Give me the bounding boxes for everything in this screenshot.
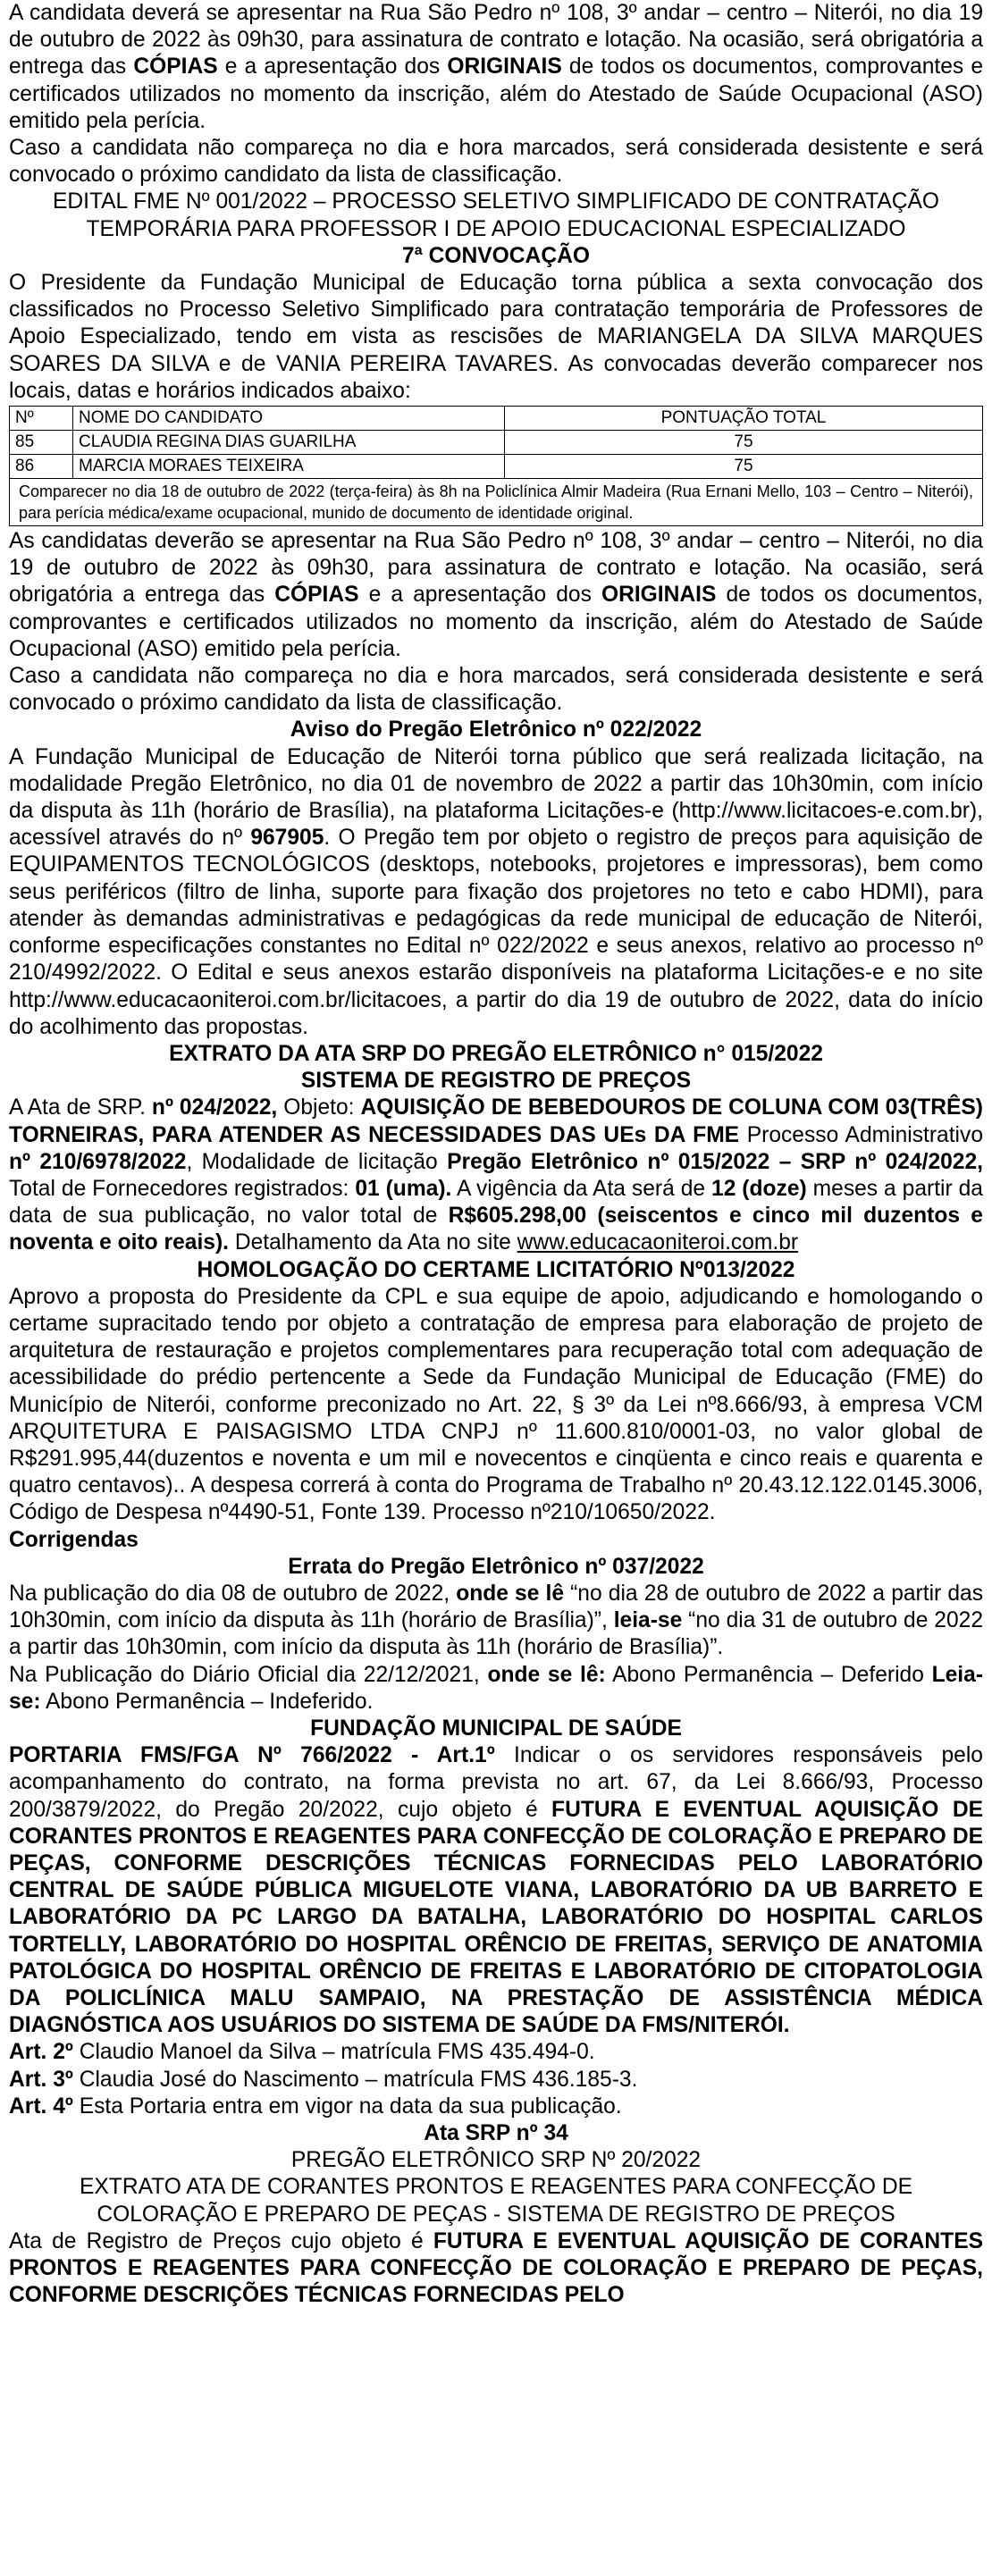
fms-art3	[9, 2067, 983, 2094]
fms-art2	[9, 2039, 983, 2066]
aviso-text: A Fundação Municipal de Educação de Niterói torna público que será realizada licitação, na modalidade Pregão Eletrônico, no dia 01 de novembro de 2022 a partir das 10h30min, com início da disputa às 11h (horário de Brasília), na plataforma Licitações-e (http://www.licitacoes-e.com.br), acessível através do nº	[9, 744, 983, 851]
extrato-suppliers: 01 (uma).	[355, 1176, 452, 1201]
cell-name: CLAUDIA REGINA DIAS GUARILHA	[73, 431, 505, 455]
corrigendas-heading: Corrigendas	[9, 1527, 139, 1552]
extrato-subtitle: SISTEMA DE REGISTRO DE PREÇOS	[300, 1069, 692, 1094]
table-header-row	[10, 407, 983, 431]
cell-score: 75	[505, 455, 983, 479]
edital-text: As candidatas deverão se apresentar na Rua São Pedro nº 108, 3º andar – centro – Niterói, no dia 19 de outubro de 2022 às 09h30, para assinatura de contrato e lotação. Na ocasião, será obrigatória a entrega das	[9, 529, 983, 608]
errata-text: Abono Permanência – Indeferido.	[40, 1689, 374, 1714]
fms-text: Indicar o os servidores responsáveis pelo acompanhamento do contrato, na forma prevista no art. 67, da Lei 8.666/93, Processo 200/3879/2022, do Pregão 20/2022, cujo objeto é	[9, 1743, 983, 1822]
ata34-line2: EXTRATO ATA DE CORANTES PRONTOS E REAGENTES PARA CONFECÇÃO DE COLORAÇÃO E PREPARO DE PEÇAS - SISTEMA DE REGISTRO DE PREÇOS	[79, 2175, 912, 2227]
fms-art4	[9, 2094, 983, 2120]
table-note: Comparecer no dia 18 de outubro de 2022 (terça-feira) às 8h na Policlínica Almir Madeira (Rua Ernani Mello, 103 – Centro – Niterói), para perícia médica/exame ocupacional, munido de documento de identidade original.	[10, 479, 983, 526]
extrato-ata-number: nº 024/2022,	[151, 1095, 278, 1120]
table-row	[10, 455, 983, 479]
intro-text: A candidata deverá se apresentar na Rua São Pedro nº 108, 3º andar – centro – Niterói, no dia 19 de outubro de 2022 às 09h30, para assinatura de contrato e lotação. Na ocasião, será obrigatória a entrega das	[9, 1, 983, 80]
errata-onde: onde se lê	[456, 1581, 565, 1606]
aviso-body	[9, 744, 983, 1041]
aviso-text-end: . O Pregão tem por objeto o registro de preços para aquisição de EQUIPAMENTOS TECNOLÓGICOS (desktops, notebooks, projetores e impressoras), bem como seus periféricos (filtro de linha, suporte para fixação dos projetores no teto e cabo HDMI), para atender às demandas administrativas e pedagógicas da rede municipal de educação de Niterói, conforme especificações constantes no Edital nº 022/2022 e seus anexos, relativo ao processo nº 210/4992/2022. O Edital e seus anexos estarão disponíveis na plataforma Licitações-e e no site http://www.educacaoniteroi.com.br/licitacoes, a partir do dia 19 de outubro de 2022, data do início do acolhimento das propostas.	[9, 826, 983, 1039]
edital-body: O Presidente da Fundação Municipal de Educação torna pública a sexta convocação dos classificados no Processo Seletivo Simplificado para contratação temporária de Professores de Apoio Especializado, tendo em vista as rescisões de MARIANGELA DA SILVA MARQUES SOARES DA SILVA e de VANIA PEREIRA TAVARES. As convocadas deverão comparecer nos locais, datas e horários indicados abaixo:	[9, 271, 983, 403]
homologacao-title: HOMOLOGAÇÃO DO CERTAME LICITATÓRIO Nº013/2022	[197, 1257, 795, 1282]
errata-text: “no dia 31 de outubro de 2022 a partir das 10h30min, com início da disputa às 11h (horário de Brasília)”.	[9, 1608, 983, 1660]
edital-paragraph-2: Caso a candidata não compareça no dia e hora marcados, será considerada desistente e será convocado o próximo candidato da lista de classificação.	[9, 664, 983, 716]
edital-title: EDITAL FME Nº 001/2022 – PROCESSO SELETIVO SIMPLIFICADO DE CONTRATAÇÃO TEMPORÁRIA PARA PROFESSOR I DE APOIO EDUCACIONAL ESPECIALIZADO	[52, 189, 940, 241]
cell-score: 75	[505, 431, 983, 455]
intro-paragraph	[9, 0, 983, 135]
intro-originais: ORIGINAIS	[447, 55, 562, 80]
errata-text: “no dia 28 de outubro de 2022 a partir das 10h30min, com início da disputa às 11h (horário de Brasília)”,	[9, 1581, 983, 1633]
errata-body	[9, 1581, 983, 1662]
extrato-body	[9, 1095, 983, 1256]
extrato-text: A vigência da Ata será de	[451, 1176, 712, 1201]
aviso-number: 967905	[250, 826, 324, 851]
article-text: Esta Portaria entra em vigor na data da sua publicação.	[72, 2094, 622, 2119]
cell-number: 86	[10, 455, 73, 479]
intro-copias: CÓPIAS	[133, 55, 218, 80]
ata34-title: Ata SRP nº 34	[424, 2121, 568, 2146]
intro-text-end: de todos os documentos, comprovantes e certificados utilizados no momento da inscrição, além do Atestado de Saúde Ocupacional (ASO) emitido pela perícia.	[9, 55, 984, 133]
extrato-title: EXTRATO DA ATA SRP DO PREGÃO ELETRÔNICO n° 015/2022	[169, 1041, 823, 1066]
extrato-modality: Pregão Eletrônico nº 015/2022 – SRP nº 024/2022,	[447, 1149, 983, 1174]
errata-body-2	[9, 1662, 983, 1716]
errata-text: Na publicação do dia 08 de outubro de 2022,	[9, 1581, 457, 1606]
fms-portaria	[9, 1742, 983, 2039]
fms-title: FUNDAÇÃO MUNICIPAL DE SAÚDE	[310, 1716, 682, 1741]
col-header-score: PONTUAÇÃO TOTAL	[505, 407, 983, 431]
homologacao-body: Aprovo a proposta do Presidente da CPL e sua equipe de apoio, adjudicando e homologando o certame supracitado tendo por objeto a contratação de empresa para elaboração de projeto de arquitetura de restauração e projetos complementares para recuperação total com adequação de acessibilidade do prédio pertencente a Sede da Fundação Municipal de Educação (FME) do Município de Niterói, conforme preconizado no Art. 22, § 3º da Lei nº8.666/93, à empresa VCM ARQUITETURA E PAISAGISMO LTDA CNPJ nº 11.600.810/0001-03, no valor global de R$291.995,44(duzentos e noventa e um mil e novecentos e cinqüenta e cinco reais e quarenta e quatro centavos).. A despesa correrá à conta do Programa de Trabalho nº 20.43.12.122.0145.3006, Código de Despesa nº4490-51, Fonte 139. Processo nº210/10650/2022.	[9, 1284, 983, 1525]
extrato-months: 12 (doze)	[711, 1176, 807, 1201]
errata-leia: Leia-se:	[9, 1662, 984, 1714]
extrato-site-link[interactable]: www.educacaoniteroi.com.br	[517, 1230, 799, 1255]
article-label: Art. 2º	[9, 2040, 73, 2065]
cell-name: MARCIA MORAES TEIXEIRA	[73, 455, 505, 479]
ata34-body	[9, 2228, 983, 2310]
cell-number: 85	[10, 431, 73, 455]
edital-originais: ORIGINAIS	[601, 583, 717, 608]
extrato-value: R$605.298,00 (seiscentos e cinco mil duzentos e noventa e oito reais).	[9, 1204, 983, 1255]
extrato-text: Total de Fornecedores registrados:	[9, 1176, 356, 1201]
aviso-title: Aviso do Pregão Eletrônico nº 022/2022	[290, 717, 702, 743]
errata-text: Abono Permanência – Deferido	[605, 1662, 932, 1687]
article-text: Claudia José do Nascimento – matrícula FMS 436.185-3.	[72, 2067, 638, 2092]
edital-copias: CÓPIAS	[274, 583, 359, 608]
errata-text: Na Publicação do Diário Oficial dia 22/12/2021,	[9, 1662, 488, 1687]
article-label: Art. 3º	[9, 2067, 73, 2092]
col-header-number: Nº	[10, 407, 73, 431]
edital-text-end: de todos os documentos, comprovantes e certificados utilizados no momento da inscrição, além do Atestado de Saúde Ocupacional (ASO) emitido pela perícia.	[9, 583, 983, 661]
fms-object: FUTURA E EVENTUAL AQUISIÇÃO DE CORANTES PRONTOS E REAGENTES PARA CONFECÇÃO DE COLORAÇÃO E PREPARO DE PEÇAS, CONFORME DESCRIÇÕES TÉCNICAS FORNECIDAS PELO LABORATÓRIO CENTRAL DE SAÚDE PÚBLICA MIGUELOTE VIANA, LABORATÓRIO DA UB BARRETO E LABORATÓRIO DA PC LARGO DA BATALHA, LABORATÓRIO DO HOSPITAL CARLOS TORTELLY, LABORATÓRIO DO HOSPITAL ORÊNCIO DE FREITAS, SERVIÇO DE ANATOMIA PATOLÓGICA DO HOSPITAL ORÊNCIO DE FREITAS E LABORATÓRIO DE CITOPATOLOGIA DA POLICLÍNICA MALU SAMPAIO, NA PRESTAÇÃO DE ASSISTÊNCIA MÉDICA DIAGNÓSTICA AOS USUÁRIOS DO SISTEMA DE SAÚDE DA FMS/NITERÓI.	[9, 1797, 983, 2038]
extrato-text: A Ata de SRP.	[9, 1095, 152, 1120]
extrato-object: AQUISIÇÃO DE BEBEDOUROS DE COLUNA COM 03(TRÊS) TORNEIRAS, PARA ATENDER AS NECESSIDADES DAS UEs DA FME	[9, 1095, 983, 1147]
errata-leia: leia-se	[613, 1608, 683, 1633]
table-row	[10, 431, 983, 455]
col-header-name: NOME DO CANDIDATO	[73, 407, 505, 431]
extrato-process: nº 210/6978/2022	[9, 1149, 187, 1174]
extrato-text: meses a partir da data de sua publicação, no valor total de	[9, 1176, 983, 1229]
extrato-text: , Modalidade de licitação	[186, 1149, 448, 1174]
errata-title: Errata do Pregão Eletrônico nº 037/2022	[288, 1554, 704, 1579]
ata34-line1: PREGÃO ELETRÔNICO SRP Nº 20/2022	[290, 2148, 702, 2173]
ata34-text: Ata de Registro de Preços cujo objeto é	[9, 2228, 433, 2253]
table-note-row	[10, 479, 983, 526]
edital-text-mid: e a apresentação dos	[358, 583, 601, 608]
extrato-text: Objeto:	[277, 1095, 361, 1120]
article-text: Claudio Manoel da Silva – matrícula FMS 435.494-0.	[72, 2040, 595, 2065]
edital-subtitle: 7ª CONVOCAÇÃO	[402, 243, 590, 268]
extrato-text: Processo Administrativo	[739, 1122, 983, 1147]
ata34-object: FUTURA E EVENTUAL AQUISIÇÃO DE CORANTES PRONTOS E REAGENTES PARA CONFECÇÃO DE COLORAÇÃO E PREPARO DE PEÇAS, CONFORME DESCRIÇÕES TÉCNICAS FORNECIDAS PELO	[9, 2228, 984, 2308]
extrato-text: Detalhamento da Ata no site	[229, 1230, 517, 1255]
fms-portaria-label: PORTARIA FMS/FGA Nº 766/2022 - Art.1º	[9, 1743, 495, 1768]
candidates-table	[9, 406, 983, 526]
errata-onde: onde se lê:	[487, 1662, 606, 1687]
intro-text-mid: e a apresentação dos	[217, 55, 448, 80]
article-label: Art. 4º	[9, 2094, 73, 2119]
intro-paragraph-2: Caso a candidata não compareça no dia e hora marcados, será considerada desistente e será convocado o próximo candidato da lista de classificação.	[9, 136, 983, 188]
edital-paragraph	[9, 528, 983, 663]
